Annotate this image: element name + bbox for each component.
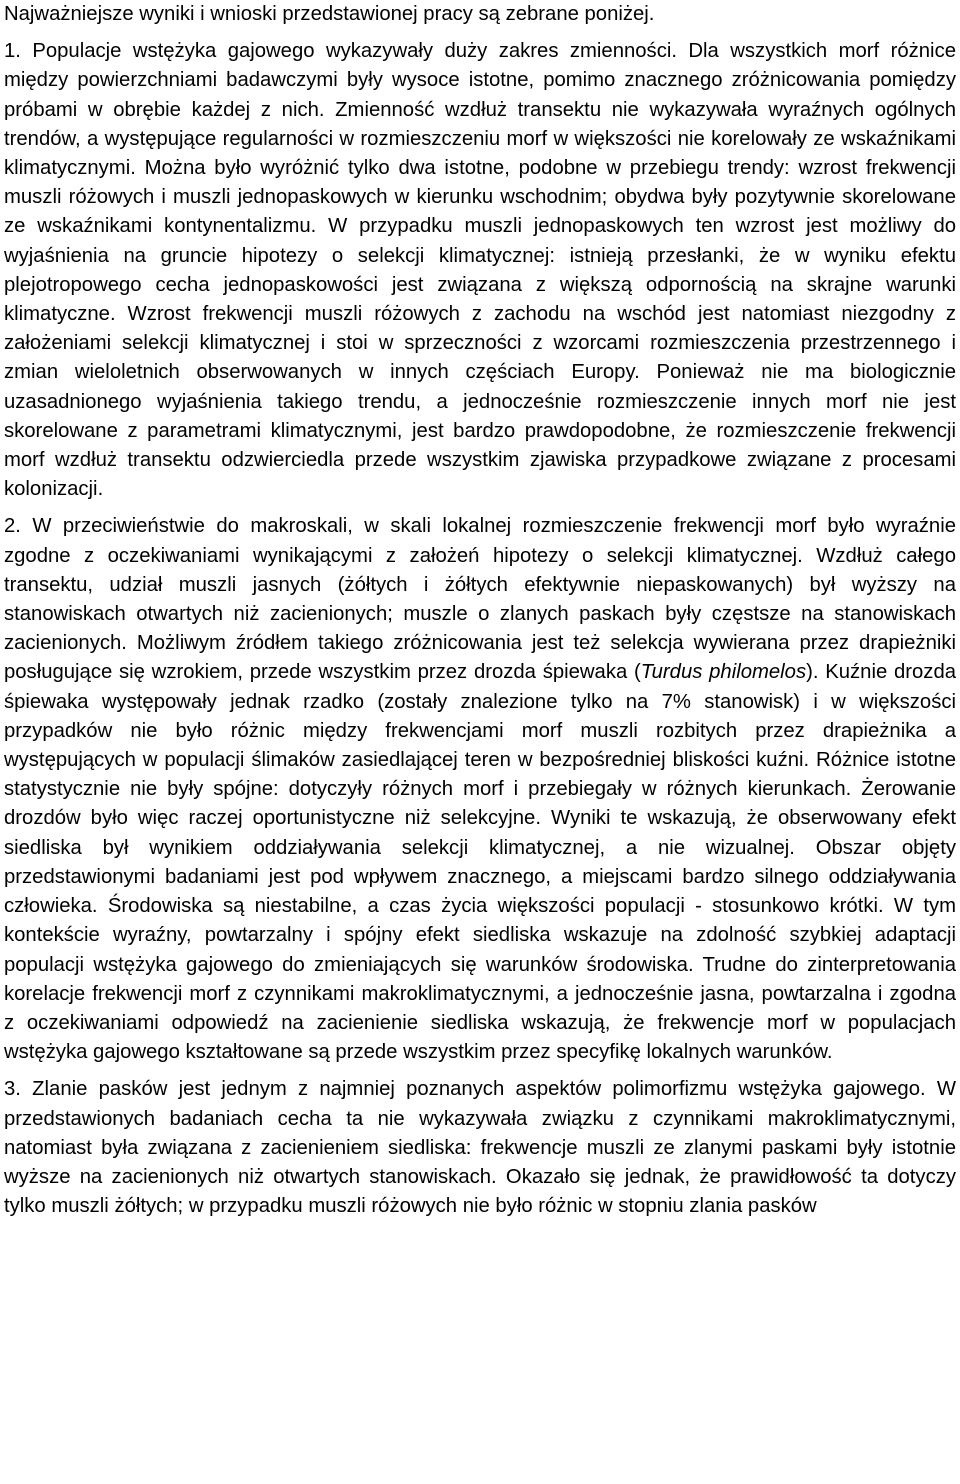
paragraph-2-text-start: 2. W przeciwieństwie do makroskali, w skali lokalnej rozmieszczenie frekwencji morf było wyraźnie zgodne z oczekiwaniami wynikającymi z założeń hipotezy o selekcji klimatycznej. Wzdłuż całego transektu, udział muszli jasnych (żółtych i żółtych efektywnie niepaskowanych) był wyższy na stanowiskach otwartych niż zacienionych; muszle o zlanych paskach były częstsze na stanowiskach zacienionych. Możliwym źródłem takiego zróżnicowania jest też selekcja wywierana przez drapieżniki posługujące się wzrokiem, przede wszystkim przez drozda śpiewaka ( xyxy=(4,515,956,684)
paragraph-2-text-end: ). Kuźnie drozda śpiewaka występowały jednak rzadko (zostały znalezione tylko na 7% stanowisk) i w większości przypadków nie było różnic między frekwencjami morf muszli rozbitych przez drapieżnika a występujących w populacji ślimaków zasiedlającej teren w bezpośredniej bliskości kuźni. Różnice istotne statystycznie nie były spójne: dotyczyły różnych morf i przebiegały w różnych kierunkach. Żerowanie drozdów było więc raczej oportunistyczne niż selekcyjne. Wyniki te wskazują, że obserwowany efekt siedliska był wynikiem oddziaływania selekcji klimatycznej, a nie wizualnej. Obszar objęty przedstawionymi badaniami jest pod wpływem znacznego, a miejscami bardzo silnego oddziaływania człowieka. Środowiska są niestabilne, a czas życia większości populacji - stosunkowo krótki. W tym kontekście wyraźny, powtarzalny i spójny efekt siedliska wskazuje na zdolność szybkiej adaptacji populacji wstężyka gajowego do zmieniających się warunków środowiska. Trudne do zinterpretowania korelacje frekwencji morf z czynnikami makroklimatycznymi, a jednocześnie jasna, powtarzalna i zgodna z oczekiwaniami odpowiedź na zacienienie siedliska wskazują, że frekwencje morf w populacjach wstężyka gajowego kształtowane są przede wszystkim przez specyfikę lokalnych warunków. xyxy=(4,661,957,1064)
paragraph-1: 1. Populacje wstężyka gajowego wykazywały duży zakres zmienności. Dla wszystkich morf różnice między powierzchniami badawczymi były wysoce istotne, pomimo znacznego zróżnicowania pomiędzy próbami w obrębie każdej z nich. Zmienność wzdłuż transektu nie wykazywała wyraźnych ogólnych trendów, a występujące regularności w rozmieszczeniu morf w większości nie korelowały ze wskaźnikami klimatycznymi. Można było wyróżnić tylko dwa istotne, podobne w przebiegu trendy: wzrost frekwencji muszli różowych i muszli jednopaskowych w kierunku wschodnim; obydwa były pozytywnie skorelowane ze wskaźnikami kontynentalizmu. W przypadku muszli jednopaskowych ten wzrost jest możliwy do wyjaśnienia na gruncie hipotezy o selekcji klimatycznej: istnieją przesłanki, że w wyniku efektu plejotropowego cecha jednopaskowości jest związana z większą odpornością na skrajne warunki klimatyczne. Wzrost frekwencji muszli różowych z zachodu na wschód jest natomiast niezgodny z założeniami selekcji klimatycznej i stoi w sprzeczności z wzorcami rozmieszczenia przestrzennego i zmian wieloletnich obserwowanych w innych częściach Europy. Ponieważ nie ma biologicznie uzasadnionego wyjaśnienia takiego trendu, a jednocześnie rozmieszczenie innych morf nie jest skorelowane z parametrami klimatycznymi, jest bardzo prawdopodobne, że rozmieszczenie frekwencji morf wzdłuż transektu odzwierciedla przede wszystkim zjawiska przypadkowe związane z procesami kolonizacji. xyxy=(4,40,956,501)
paragraph-2 xyxy=(4,512,956,1067)
paragraph-3: 3. Zlanie pasków jest jednym z najmniej poznanych aspektów polimorfizmu wstężyka gajowego. W przedstawionych badaniach cecha ta nie wykazywała związku z czynnikami makroklimatycznymi, natomiast była związana z zacienieniem siedliska: frekwencje muszli ze zlanymi paskami były istotnie wyższe na zacienionych niż otwartych stanowiskach. Okazało się jednak, że prawidłowość ta dotyczy tylko muszli żółtych; w przypadku muszli różowych nie było różnic w stopniu zlania pasków xyxy=(4,1078,956,1218)
intro-text: Najważniejsze wyniki i wnioski przedstawionej pracy są zebrane poniżej. xyxy=(4,3,655,25)
species-name-italic: Turdus philomelos xyxy=(640,661,807,684)
